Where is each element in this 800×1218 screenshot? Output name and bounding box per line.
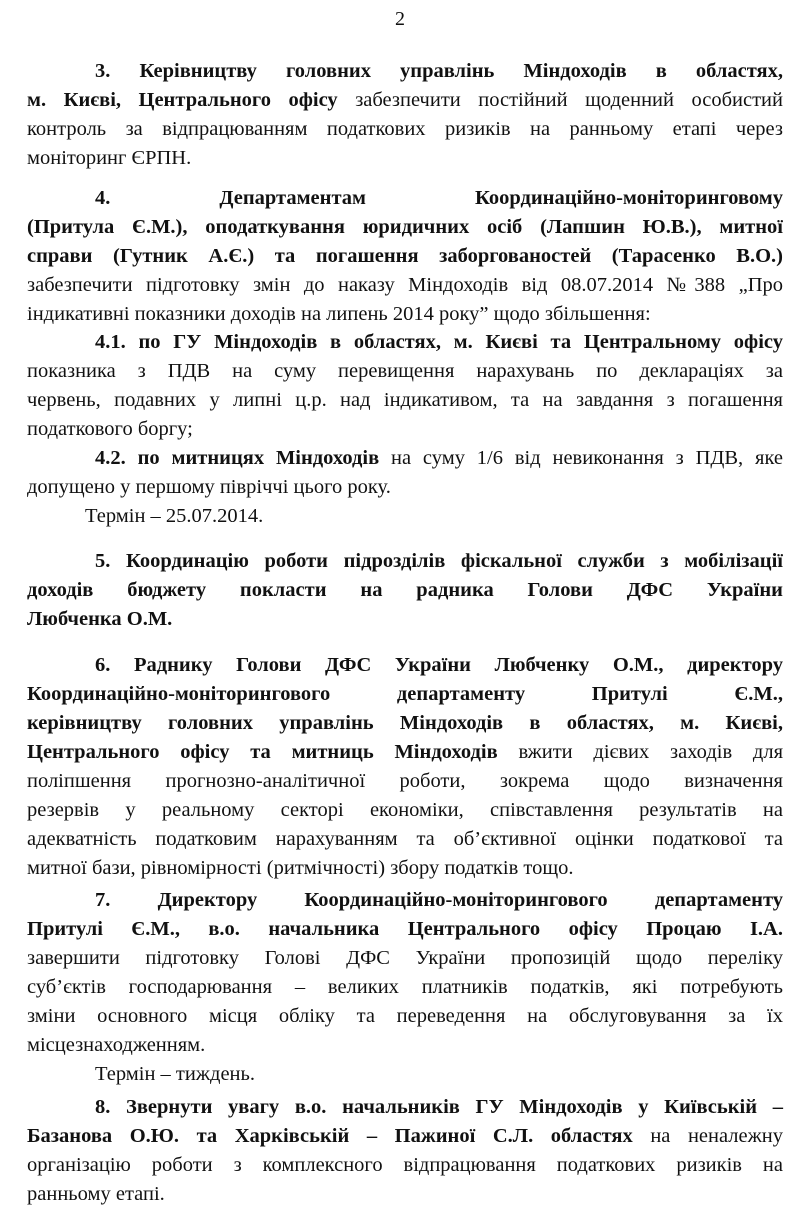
p7-line-2 <box>27 915 783 944</box>
p41-bold-1: 4.1. по ГУ Міндоходів в областях, м. Києві та Центральному офісу <box>95 331 783 353</box>
p6-line-1 <box>27 651 783 680</box>
p42-line-1 <box>27 444 783 473</box>
p7-term: Термін – тиждень. <box>95 1063 255 1085</box>
p6-bold-1: 6. Раднику Голови ДФС України Любченку О.М., директору <box>95 654 783 676</box>
p5-line-3 <box>27 605 783 634</box>
p3-line-1 <box>27 57 783 86</box>
paragraph-4-2 <box>27 444 783 531</box>
p4-bold-3: справи (Гутник А.Є.) та погашення заборгованостей (Тарасенко В.О.) <box>27 245 783 267</box>
p3-text-2: забезпечити постійний щоденний особистий <box>337 89 783 111</box>
p8-line-2 <box>27 1122 783 1151</box>
p42-bold-1: 4.2. по митницях Міндоходів <box>95 447 380 469</box>
p6-line-6: резервів у реальному секторі економіки, співставлення результатів на <box>27 799 783 821</box>
p7-line-3: завершити підготовку Голові ДФС України пропозицій щодо переліку <box>27 947 783 969</box>
p5-line-2 <box>27 576 783 605</box>
p6-bold-2: Координаційно-моніторингового департаменту Притулі Є.М., <box>27 683 783 705</box>
p42-line-2: допущено у першому півріччі цього року. <box>27 476 391 498</box>
p41-line-1 <box>27 328 783 357</box>
p5-line-1 <box>27 547 783 576</box>
p4-line-1 <box>27 184 783 213</box>
paragraph-4 <box>27 184 783 329</box>
p4-line-5: індикативні показники доходів на липень 2014 року” щодо збільшення: <box>27 303 651 325</box>
p8-bold-2: Базанова О.Ю. та Харківській – Пажиної С.Л. областях <box>27 1125 633 1147</box>
p4-bold-2: (Притула Є.М.), оподаткування юридичних осіб (Лапшин Ю.В.), митної <box>27 216 783 238</box>
p41-line-4: податкового боргу; <box>27 418 193 440</box>
p8-line-4: ранньому етапі. <box>27 1183 165 1205</box>
p5-bold-2: доходів бюджету покласти на радника Голови ДФС України <box>27 579 783 601</box>
p6-line-4 <box>27 738 783 767</box>
paragraph-6 <box>27 651 783 883</box>
p5-bold-3: Любченка О.М. <box>27 608 173 630</box>
p7-line-5: зміни основного місця обліку та переведення на обслуговування за їх <box>27 1005 783 1027</box>
p3-line-2 <box>27 86 783 115</box>
p4-line-4: забезпечити підготовку змін до наказу Міндоходів від 08.07.2014 №388 „Про <box>27 274 783 296</box>
p6-line-5: поліпшення прогнозно-аналітичної роботи, зокрема щодо визначення <box>27 770 783 792</box>
p6-line-2 <box>27 680 783 709</box>
p8-line-1 <box>27 1093 783 1122</box>
page-number: 2 <box>395 8 405 30</box>
p3-bold-2: м. Києві, Центрального офісу <box>27 89 338 111</box>
p4-bold-1: 4. Департаментам Координаційно-моніторинговому <box>95 187 783 209</box>
paragraph-8 <box>27 1093 783 1209</box>
p7-line-6: місцезнаходженням. <box>27 1034 206 1056</box>
p41-line-3: червень, подавних у липні ц.р. над індикативом, та на завдання з погашення <box>27 389 783 411</box>
p6-line-3 <box>27 709 783 738</box>
p7-bold-2: Притулі Є.М., в.о. начальника Центрального офісу Процаю І.А. <box>27 918 783 940</box>
p41-line-2: показника з ПДВ на суму перевищення нарахувань по деклараціях за <box>27 360 783 382</box>
p3-line-3: контроль за відпрацюванням податкових ризиків на ранньому етапі через <box>27 118 783 140</box>
paragraph-3 <box>27 57 783 173</box>
p6-text-4: вжити дієвих заходів для <box>497 741 784 763</box>
p6-line-7: адекватність податковим нарахуванням та об’єктивної оцінки податкової та <box>27 828 783 850</box>
p4-line-2 <box>27 213 783 242</box>
p8-line-3: організацію роботи з комплексного відпрацювання податкових ризиків на <box>27 1154 783 1176</box>
p8-text-2: на неналежну <box>632 1125 783 1147</box>
p6-bold-3: керівництву головних управлінь Міндоходів в областях, м. Києві, <box>27 712 783 734</box>
p7-line-4: суб’єктів господарювання – великих платників податків, які потребують <box>27 976 783 998</box>
p6-line-8: митної бази, рівномірності (ритмічності) збору податків тощо. <box>27 857 574 879</box>
p7-bold-1: 7. Директору Координаційно-моніторингового департаменту <box>95 889 783 911</box>
p42-term: Термін – 25.07.2014. <box>85 505 264 527</box>
p5-bold-1: 5. Координацію роботи підрозділів фіскальної служби з мобілізації <box>95 550 783 572</box>
p42-text-1: на суму 1/6 від невиконання з ПДВ, яке <box>379 447 783 469</box>
p6-bold-4: Центрального офісу та митниць Міндоходів <box>27 741 498 763</box>
paragraph-5 <box>27 547 783 634</box>
p7-line-1 <box>27 886 783 915</box>
paragraph-7 <box>27 886 783 1089</box>
p3-bold-1: 3. Керівництву головних управлінь Міндоходів в областях, <box>95 60 783 82</box>
p4-line-3 <box>27 242 783 271</box>
paragraph-4-1 <box>27 328 783 444</box>
p3-line-4: моніторинг ЄРПН. <box>27 147 192 169</box>
p8-bold-1: 8. Звернути увагу в.о. начальників ГУ Міндоходів у Київській – <box>95 1096 783 1118</box>
